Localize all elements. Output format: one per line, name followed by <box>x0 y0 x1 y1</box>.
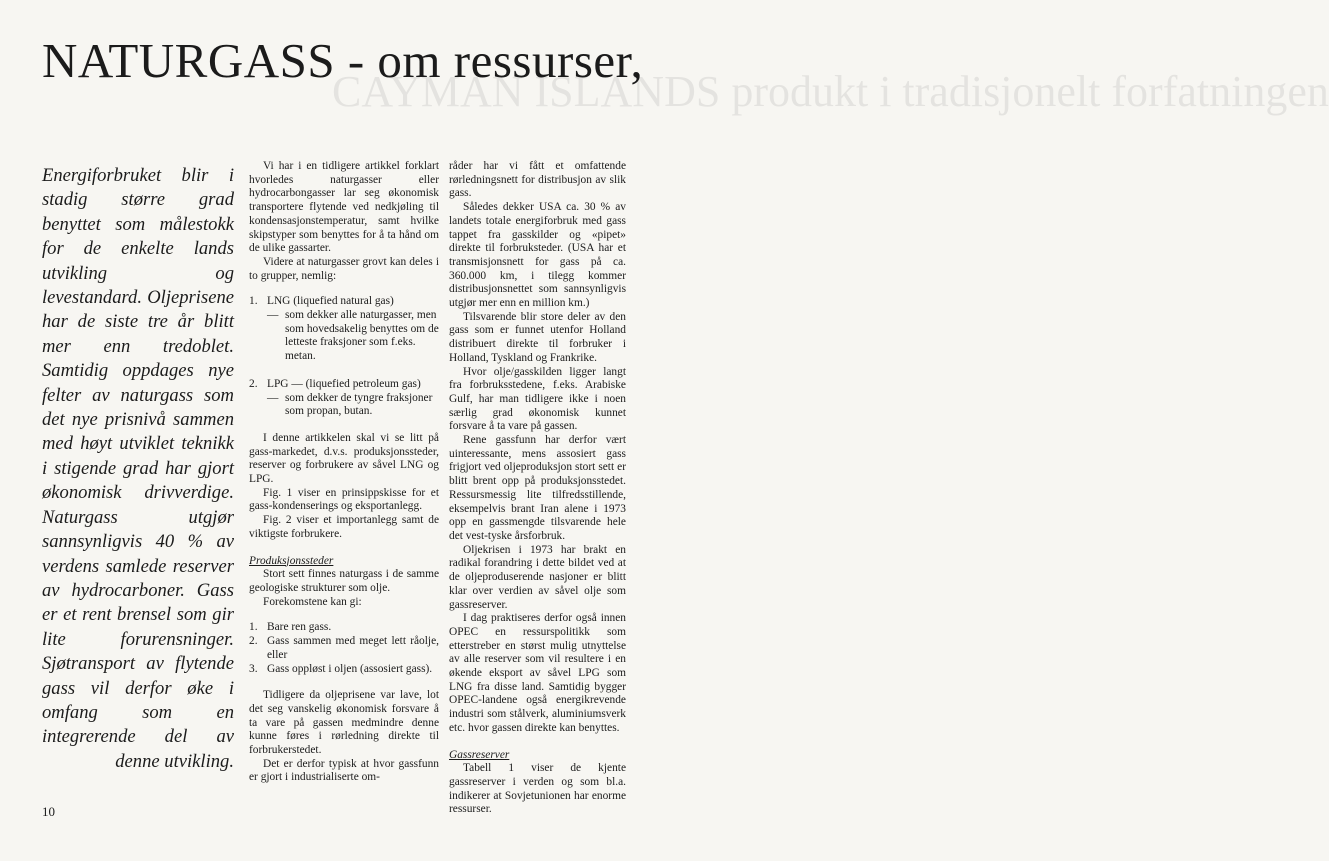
dash: — <box>267 391 279 404</box>
section-heading-produksjonssteder: Produksjonssteder <box>249 554 334 567</box>
list-number: 1. <box>249 295 258 308</box>
paragraph: Oljekrisen i 1973 har brakt en radikal forandring i dette bildet ved at de oljeproduserende nasjoner er blitt klar over verdien av såvel olje som gassreserver. <box>449 543 626 611</box>
body-column-middle <box>249 160 439 785</box>
paragraph: Tabell 1 viser de kjente gassreserver i verden og som bl.a. indikerer at Sovjetunionen har enorme ressurser. <box>449 762 626 816</box>
paragraph: Vi har i en tidligere artikkel forklart hvorledes naturgasser eller hydrocarbongasser lar seg økonomisk transportere flytende ved nedkjøling til kondensasjonstemperatur, samt hvilke skipstyper som benyttes for å ta hånd om de ulike gassarter. <box>249 160 439 255</box>
list-item <box>249 663 439 677</box>
paragraph: Det er derfor typisk at hvor gassfunn er gjort i industrialiserte om- <box>249 757 439 784</box>
section-heading-gassreserver: Gassreserver <box>449 748 510 761</box>
dash: — <box>267 309 279 322</box>
list-number: 3. <box>249 662 258 675</box>
list-item-text: Bare ren gass. <box>267 621 332 634</box>
gas-groups-list <box>249 295 439 419</box>
list-item <box>249 635 439 662</box>
paragraph: Rene gassfunn har derfor vært uinteressante, mens assosiert gass frigjort ved oljeproduksjon stort sett er blitt brent opp på produksjonsstedet. Ressursmessig lite tilfredsstillende, eksempelvis brant Iran alene i 1973 opp en gassmengde tilsvarende hele det vest-tyske årsforbruk. <box>449 434 626 542</box>
list-item-description: som dekker alle naturgasser, men som hovedsakelig benyttes om de letteste fraksjoner som f.eks. metan. <box>285 309 439 363</box>
bleed-through-text: CAYMAN ISLANDS produkt i tradisjonelt forfatningen <box>332 67 1329 116</box>
paragraph: Tidligere da oljeprisene var lave, lot det seg vanskelig økonomisk forsvare å ta vare på gassen medmindre denne kunne føres i rørledning direkte til forbrukerstedet. <box>249 689 439 757</box>
paragraph: I denne artikkelen skal vi se litt på gass-markedet, d.v.s. produksjonssteder, reserver og forbrukere av såvel LNG og LPG. <box>249 431 439 486</box>
paragraph: Således dekker USA ca. 30 % av landets totale energiforbruk med gass tappet fra gasskilder og «pipet» direkte til forbruksteder. (USA har et transmisjonsnett for gass på ca. 360.000 km, i tilegg kommer distribusjonsnettet som sannsynligvis utgjør mer enn en million km.) <box>449 201 626 310</box>
list-item-heading: LNG (liquefied natural gas) <box>267 295 394 308</box>
paragraph: Stort sett finnes naturgass i de samme geologiske strukturer som olje. <box>249 568 439 594</box>
list-number: 2. <box>249 377 258 390</box>
list-item <box>249 621 439 635</box>
occurrences-list <box>249 621 439 676</box>
list-item-description: som dekker de tyngre fraksjoner som propan, butan. <box>285 391 433 418</box>
list-number: 2. <box>249 635 258 648</box>
page-number: 10 <box>42 804 55 819</box>
list-item-text: Gass oppløst i oljen (assosiert gass). <box>267 662 433 675</box>
list-item-text: Gass sammen med meget lett råolje, eller <box>267 635 439 661</box>
article-title: NATURGASS - om ressurser, <box>42 33 644 88</box>
list-item <box>249 295 439 364</box>
list-item-heading: LPG — (liquefied petroleum gas) <box>267 377 421 390</box>
paragraph: Hvor olje/gasskilden ligger langt fra forbruksstedene, f.eks. Arabiske Gulf, har man tidligere ikke i noen særlig grad økonomisk kunnet forsvare å ta vare på gassen. <box>449 365 626 433</box>
list-number: 1. <box>249 621 258 634</box>
paragraph: råder har vi fått et omfattende rørledningsnett for distribusjon av slik gass. <box>449 160 626 200</box>
intro-lede: Energiforbruket blir i stadig større grad benyttet som målestokk for de enkelte lands utvikling og levestandard. Oljeprisene har de siste tre år blitt mer enn tredoblet. Samtidig oppdages nye felter av naturgass som det nye prisnivå sammen med høyt utviklet teknikk i stigende grad har gjort økonomisk drivverdige. Naturgass utgjør sannsynligvis 40 % av verdens samlede reserver av hydrocarboner. Gass er et rent brensel som gir lite forurensninger. Sjøtransport av flytende gass vil derfor øke i omfang som en integrerende del av denne utvikling. <box>42 165 234 772</box>
paragraph: Fig. 1 viser en prinsippskisse for et gass-kondenserings og eksportanlegg. <box>249 486 439 513</box>
paragraph: Tilsvarende blir store deler av den gass som er funnet utenfor Holland distribuert direkte til forbruker i Holland, Tyskland og Frankrike. <box>449 310 626 364</box>
list-item <box>249 378 439 419</box>
paragraph: Fig. 2 viser et importanlegg samt de viktigste forbrukere. <box>249 514 439 540</box>
paragraph: Videre at naturgasser grovt kan deles i to grupper, nemlig: <box>249 255 439 282</box>
body-column-right <box>449 160 626 817</box>
paragraph: I dag praktiseres derfor også innen OPEC en ressurspolitikk som etterstreber en størst mulig utnyttelse av alle reserver som vil resultere i en økende eksport av såvel LPG som LNG fra disse land. Samtidig bygger OPEC-landene også energikrevende industri som stålverk, aluminiumsverk etc. hvor gassen direkte kan benyttes. <box>449 612 626 734</box>
paragraph: Forekomstene kan gi: <box>263 595 362 608</box>
